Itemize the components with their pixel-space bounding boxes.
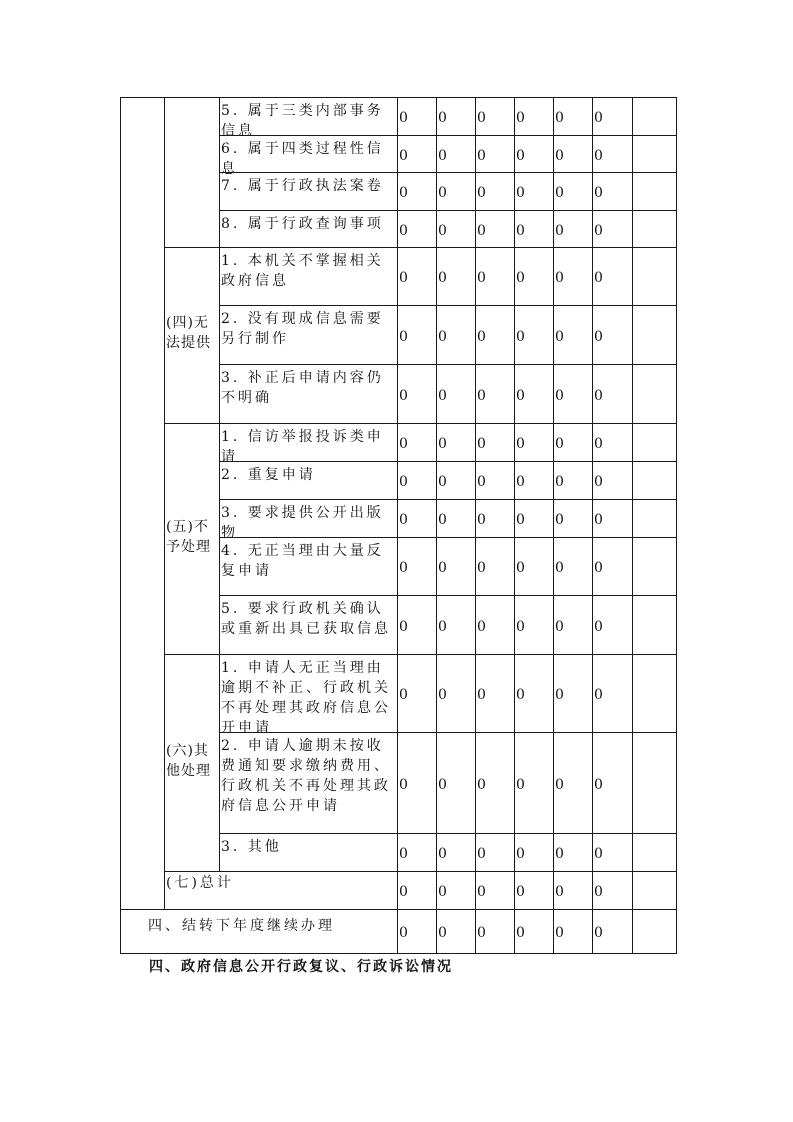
value-cell: 0 [555,884,564,900]
value-cell: 0 [555,474,564,490]
value-cell: 0 [399,436,408,452]
v-line-left-last [120,909,121,953]
h-line-row-14 [219,833,677,834]
row-label: 5. 要求行政机关确认或重新出具已获取信息 [221,601,391,637]
v-line-col-3 [397,97,398,953]
h-line-row-5 [219,305,677,306]
row-label: 1. 本机关不掌握相关政府信息 [221,253,384,289]
value-cell: 0 [477,436,486,452]
row-label: 4. 无正当理由大量反复申请 [221,543,384,579]
value-cell: 0 [399,474,408,490]
value-cell: 0 [399,328,408,345]
value-cell: 0 [477,222,486,239]
value-cell: 0 [516,436,525,452]
value-cell: 0 [399,560,408,576]
row-label: 2. 重复申请 [221,467,316,483]
value-cell: 0 [438,147,447,164]
value-cell: 0 [399,222,408,239]
v-line-col-9 [632,97,633,953]
value-cell: 0 [477,328,486,345]
value-cell: 0 [516,328,525,345]
value-cell: 0 [594,474,603,490]
h-line-row-9 [219,499,677,500]
value-cell: 0 [477,270,486,286]
row-label: 2. 申请人逾期未按收费通知要求缴纳费用、行政机关不再处理其政府信息公开申请 [221,738,391,814]
value-cell: 0 [516,560,525,576]
value-cell: 0 [399,846,408,862]
value-cell: 0 [477,846,486,862]
value-cell: 0 [399,270,408,286]
row-label: 6. 属于四类过程性信息 [221,141,384,177]
value-cell: 0 [516,185,525,201]
row-label: 1. 申请人无正当理由逾期不补正、行政机关不再处理其政府信息公开申请 [221,660,391,736]
value-cell: 0 [555,270,564,286]
value-cell: 0 [438,222,447,239]
value-cell: 0 [594,560,603,576]
value-cell: 0 [594,147,603,164]
value-cell: 0 [555,222,564,239]
value-cell: 0 [477,474,486,490]
value-cell: 0 [438,846,447,862]
h-line-row-3 [219,210,677,211]
value-cell: 0 [438,328,447,345]
value-cell: 0 [399,618,408,635]
value-cell: 0 [477,185,486,201]
value-cell: 0 [399,925,408,941]
value-cell: 0 [594,512,603,528]
value-cell: 0 [399,185,408,201]
value-cell: 0 [438,512,447,528]
row-label: 1. 信访举报投诉类申请 [221,429,384,465]
row-label: 5. 属于三类内部事务信息 [221,103,384,139]
value-cell: 0 [438,474,447,490]
value-cell: 0 [594,846,603,862]
value-cell: 0 [594,110,603,126]
value-cell: 0 [516,776,525,793]
value-cell: 0 [438,185,447,201]
row-label: (七)总计 [166,875,234,891]
value-cell: 0 [438,884,447,900]
v-line-col-8 [592,97,593,953]
value-cell: 0 [477,512,486,528]
value-cell: 0 [399,776,408,793]
value-cell: 0 [555,776,564,793]
value-cell: 0 [555,147,564,164]
value-cell: 0 [477,147,486,164]
value-cell: 0 [477,560,486,576]
h-line-row-6 [219,364,677,365]
value-cell: 0 [555,846,564,862]
value-cell: 0 [555,436,564,452]
row-label: 7. 属于行政执法案卷 [221,178,384,194]
value-cell: 0 [594,687,603,703]
value-cell: 0 [399,387,408,404]
value-cell: 0 [516,925,525,941]
h-line-row-11 [219,595,677,596]
group-label: (五)不予处理 [166,518,211,555]
v-line-col-5 [475,97,476,953]
value-cell: 0 [555,110,564,126]
v-line-outer-left [120,97,121,909]
value-cell: 0 [438,925,447,941]
value-cell: 0 [555,618,564,635]
value-cell: 0 [555,925,564,941]
value-cell: 0 [477,387,486,404]
value-cell: 0 [516,387,525,404]
value-cell: 0 [477,925,486,941]
value-cell: 0 [438,270,447,286]
value-cell: 0 [516,687,525,703]
value-cell: 0 [516,846,525,862]
value-cell: 0 [594,884,603,900]
value-cell: 0 [594,328,603,345]
value-cell: 0 [594,776,603,793]
value-cell: 0 [555,560,564,576]
value-cell: 0 [477,618,486,635]
row-label: 8. 属于行政查询事项 [221,216,384,232]
value-cell: 0 [516,147,525,164]
row-label: 3. 要求提供公开出版物 [221,505,384,541]
v-line-col-7 [553,97,554,953]
value-cell: 0 [477,884,486,900]
value-cell: 0 [438,436,447,452]
value-cell: 0 [516,110,525,126]
h-line-row-12 [164,654,677,655]
value-cell: 0 [555,387,564,404]
value-cell: 0 [438,110,447,126]
value-cell: 0 [516,270,525,286]
value-cell: 0 [399,147,408,164]
value-cell: 0 [438,387,447,404]
row-label: 3. 补正后申请内容仍不明确 [221,370,384,406]
row-label: 3. 其他 [221,839,282,855]
value-cell: 0 [438,776,447,793]
value-cell: 0 [477,687,486,703]
v-line-col-10 [676,97,677,953]
value-cell: 0 [516,222,525,239]
h-line-row-7 [164,423,677,424]
value-cell: 0 [399,110,408,126]
value-cell: 0 [594,185,603,201]
value-cell: 0 [555,328,564,345]
value-cell: 0 [594,618,603,635]
v-line-group [164,97,165,909]
value-cell: 0 [516,884,525,900]
value-cell: 0 [438,560,447,576]
group-label: (四)无法提供 [166,315,211,351]
v-line-col-6 [514,97,515,953]
value-cell: 0 [477,110,486,126]
value-cell: 0 [555,512,564,528]
v-line-subgroup [219,97,220,871]
value-cell: 0 [516,618,525,635]
value-cell: 0 [516,474,525,490]
value-cell: 0 [555,185,564,201]
value-cell: 0 [477,776,486,793]
value-cell: 0 [516,512,525,528]
value-cell: 0 [399,687,408,703]
value-cell: 0 [555,687,564,703]
value-cell: 0 [438,687,447,703]
value-cell: 0 [594,387,603,404]
h-line-row-4 [164,247,677,248]
h-line-row-15 [164,871,677,872]
value-cell: 0 [594,270,603,286]
value-cell: 0 [594,222,603,239]
row-label: 四、结转下年度继续办理 [148,918,335,934]
h-line-row-16 [120,909,677,910]
section-heading: 四、政府信息公开行政复议、行政诉讼情况 [149,959,453,975]
value-cell: 0 [594,436,603,452]
group-label: (六)其他处理 [166,742,211,779]
row-label: 2. 没有现成信息需要另行制作 [221,311,384,347]
value-cell: 0 [594,925,603,941]
value-cell: 0 [399,512,408,528]
h-line-row-17 [120,953,677,954]
value-cell: 0 [399,884,408,900]
h-line-top [120,97,677,98]
value-cell: 0 [438,618,447,635]
v-line-col-4 [436,97,437,953]
